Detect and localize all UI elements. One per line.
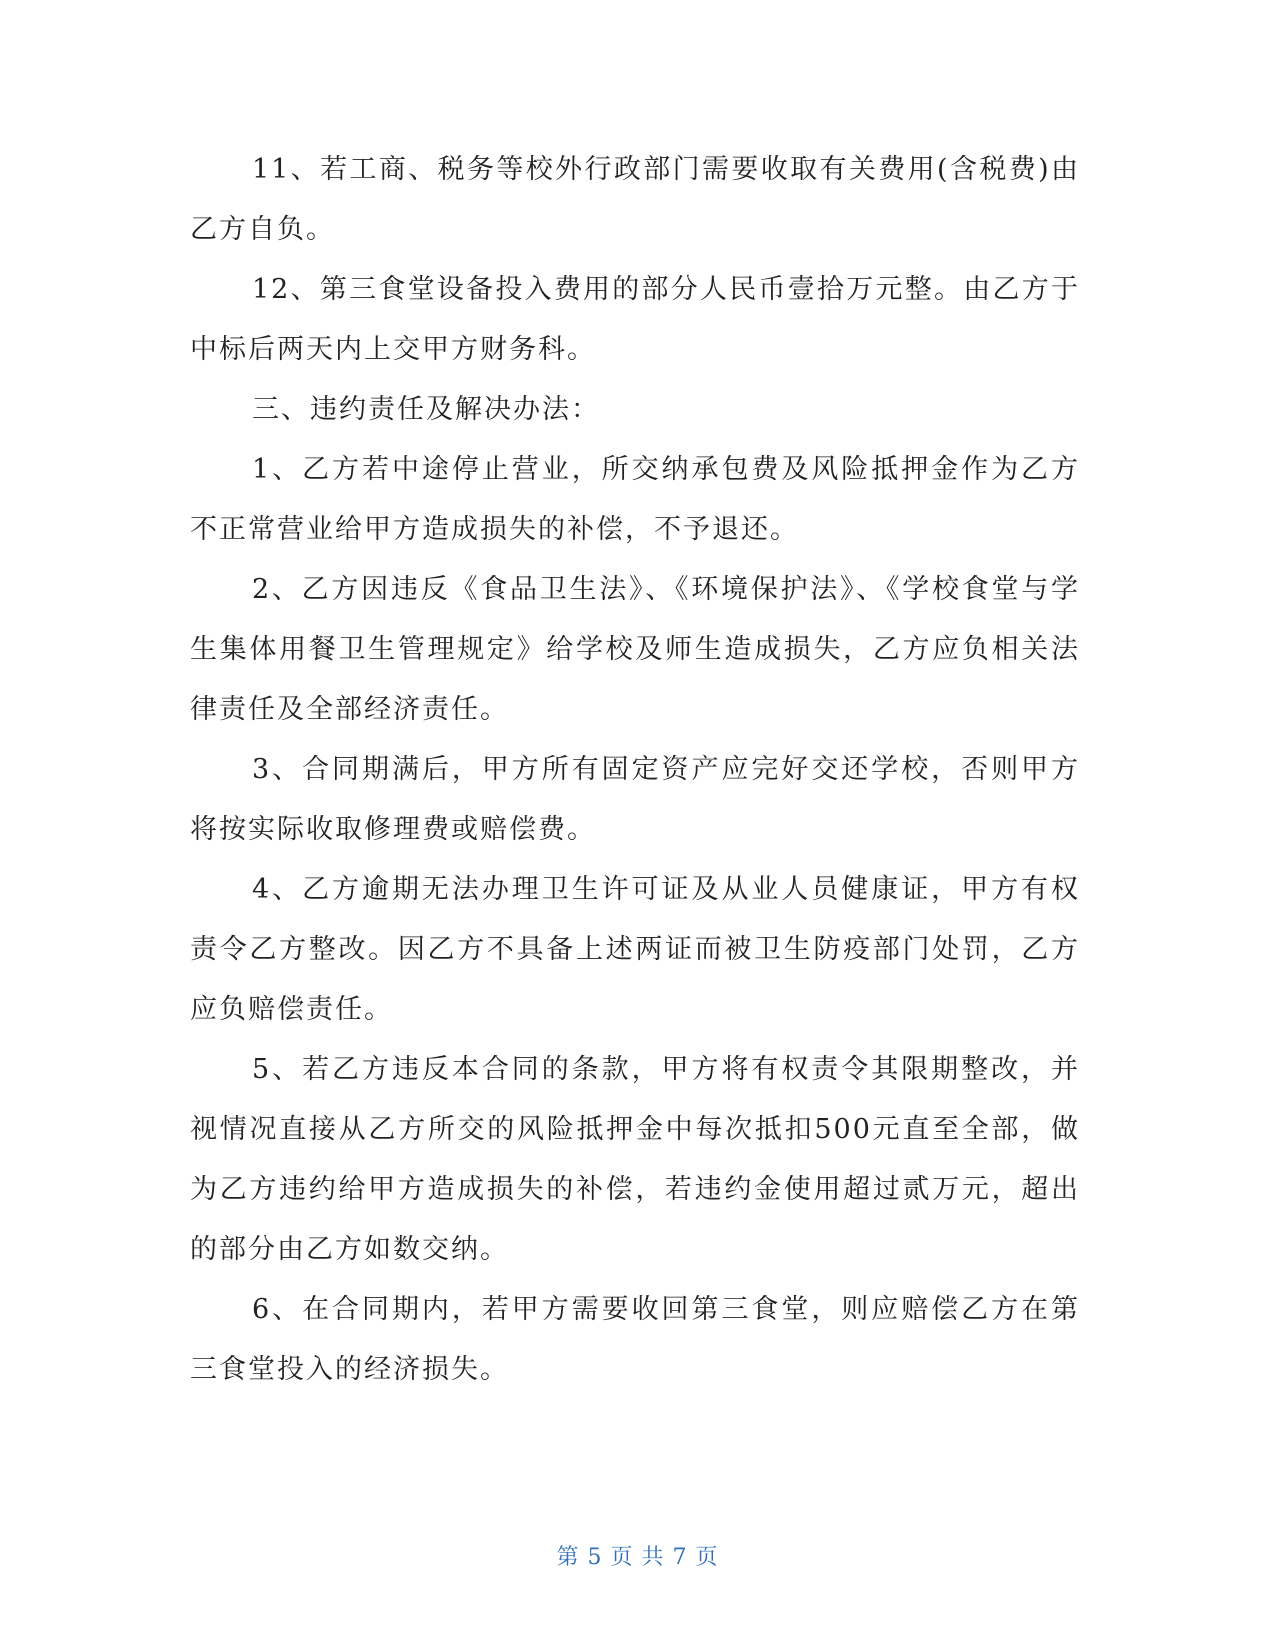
footer-prefix: 第 bbox=[556, 1545, 580, 1570]
breach-clause-3: 3、合同期满后，甲方所有固定资产应完好交还学校，否则甲方将按实际收取修理费或赔偿费。 bbox=[190, 754, 1080, 845]
breach-clause-4: 4、乙方逾期无法办理卫生许可证及从业人员健康证，甲方有权责令乙方整改。因乙方不具备上述两证而被卫生防疫部门处罚，乙方应负赔偿责任。 bbox=[190, 874, 1080, 1025]
clause-11: 11、若工商、税务等校外行政部门需要收取有关费用(含税费)由乙方自负。 bbox=[190, 154, 1080, 245]
breach-clause-5: 5、若乙方违反本合同的条款，甲方将有权责令其限期整改，并视情况直接从乙方所交的风险抵押金中每次抵扣500元直至全部，做为乙方违约给甲方造成损失的补偿，若违约金使用超过贰万元，超出的部分由乙方如数交纳。 bbox=[190, 1054, 1080, 1265]
breach-clause-6: 6、在合同期内，若甲方需要收回第三食堂，则应赔偿乙方在第三食堂投入的经济损失。 bbox=[190, 1294, 1080, 1385]
breach-clause-1: 1、乙方若中途停止营业，所交纳承包费及风险抵押金作为乙方不正常营业给甲方造成损失的补偿，不予退还。 bbox=[190, 454, 1080, 545]
footer-current-page: 5 bbox=[587, 1545, 603, 1570]
contract-body bbox=[190, 140, 1080, 1400]
footer-middle: 页 共 bbox=[610, 1545, 665, 1570]
section-heading-breach: 三、违约责任及解决办法： bbox=[252, 394, 600, 425]
footer-total-pages: 7 bbox=[672, 1545, 688, 1570]
breach-clause-2: 2、乙方因违反《食品卫生法》、《环境保护法》、《学校食堂与学生集体用餐卫生管理规定》给学校及师生造成损失，乙方应负相关法律责任及全部经济责任。 bbox=[190, 574, 1080, 725]
footer-suffix: 页 bbox=[695, 1545, 719, 1570]
clause-12: 12、第三食堂设备投入费用的部分人民币壹拾万元整。由乙方于中标后两天内上交甲方财务科。 bbox=[190, 274, 1080, 365]
page-footer bbox=[0, 1540, 1275, 1571]
